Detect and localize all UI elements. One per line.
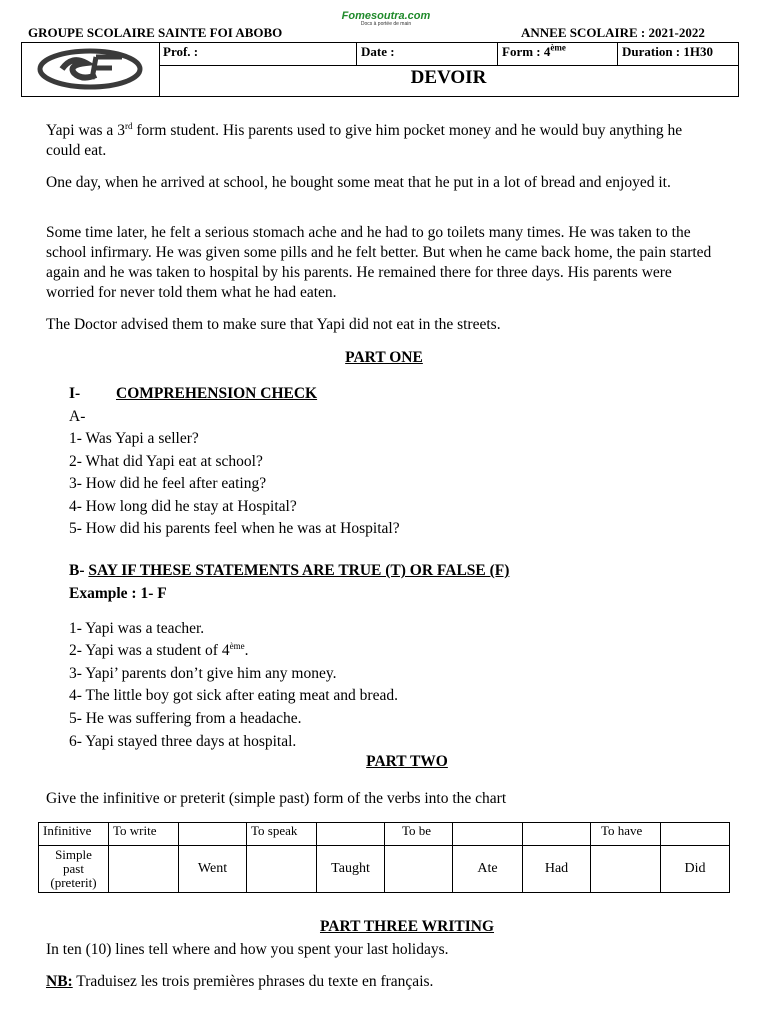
part-three-title: PART THREE WRITING xyxy=(319,918,495,935)
school-name: GROUPE SCOLAIRE SAINTE FOI ABOBO xyxy=(28,25,283,40)
table-cell xyxy=(317,823,385,846)
table-cell xyxy=(385,846,453,893)
part-a-label: A- xyxy=(69,408,86,425)
table-cell xyxy=(591,846,661,893)
nb-label: NB: xyxy=(46,973,73,990)
table-cell: To be xyxy=(385,823,453,846)
table-cell: Had xyxy=(523,846,591,893)
question-1: 1- Was Yapi a seller? xyxy=(69,430,199,447)
page-title: DEVOIR xyxy=(410,67,487,88)
table-cell: Went xyxy=(179,846,247,893)
part-two-instruction: Give the infinitive or preterit (simple past) form of the verbs into the chart xyxy=(46,790,507,807)
question-5: 5- How did his parents feel when he was at Hospital? xyxy=(69,520,400,537)
form-sup: ème xyxy=(550,42,566,53)
verb-chart-row-infinitive xyxy=(39,823,730,846)
watermark-name: Fomesoutra.com xyxy=(341,10,431,22)
duration-field: Duration : 1H30 xyxy=(622,44,713,59)
statement-6: 6- Yapi stayed three days at hospital. xyxy=(69,733,297,750)
form-field xyxy=(498,43,618,65)
prof-field: Prof. : xyxy=(159,43,357,65)
table-cell: To speak xyxy=(247,823,317,846)
watermark-tagline: Docs à portée de main xyxy=(360,21,412,27)
logo-text: GSF xyxy=(90,73,92,74)
label-line: Simple xyxy=(55,847,92,862)
paragraph-2: One day, when he arrived at school, he bought some meat that he put in a lot of bread and enjoyed it. xyxy=(46,174,671,191)
label-line: (preterit) xyxy=(50,875,97,890)
table-cell: To have xyxy=(591,823,661,846)
paragraph-1-sup: rd xyxy=(124,120,133,131)
table-cell xyxy=(247,846,317,893)
label-line: past xyxy=(63,861,84,876)
paragraph-4: The Doctor advised them to make sure that Yapi did not eat in the streets. xyxy=(46,316,501,333)
statement-2 xyxy=(69,641,248,661)
table-cell xyxy=(179,823,247,846)
paragraph-1-start: Yapi was a 3 xyxy=(46,122,125,139)
question-2: 2- What did Yapi eat at school? xyxy=(69,453,263,470)
paragraph-1-end: form student. His parents used to give him pocket money and he would buy anything he could eat. xyxy=(46,122,683,159)
form-label: Form : 4 xyxy=(502,44,551,59)
part-b-heading xyxy=(69,561,509,581)
verb-chart-row-preterit xyxy=(39,846,730,893)
part-one-title: PART ONE xyxy=(345,349,423,366)
school-logo xyxy=(22,43,160,96)
statement-3: 3- Yapi’ parents don’t give him any money. xyxy=(69,665,337,682)
nb-text: Traduisez les trois premières phrases du texte en français. xyxy=(72,973,434,990)
paragraph-1 xyxy=(46,121,718,161)
statement-2-end: . xyxy=(244,642,249,659)
part-b-title: SAY IF THESE STATEMENTS ARE TRUE (T) OR FALSE (F) xyxy=(88,562,510,579)
statement-4: 4- The little boy got sick after eating meat and bread. xyxy=(69,687,398,704)
example-line: Example : 1- F xyxy=(69,585,167,602)
section-1-number: I- xyxy=(69,385,81,402)
table-row-label xyxy=(39,846,109,893)
table-cell: Did xyxy=(661,846,730,893)
header-divider xyxy=(159,65,738,66)
statement-5: 5- He was suffering from a headache. xyxy=(69,710,302,727)
part-two-title: PART TWO xyxy=(366,753,448,770)
question-3: 3- How did he feel after eating? xyxy=(69,475,267,492)
date-field: Date : xyxy=(357,43,498,65)
question-4: 4- How long did he stay at Hospital? xyxy=(69,498,297,515)
watermark-logo xyxy=(334,10,438,27)
statement-2-text: 2- Yapi was a student of 4 xyxy=(69,642,230,659)
paragraph-3: Some time later, he felt a serious stomach ache and he had to go toilets many times. He was taken to the school infirmary. He was given some pills and he felt better. But when he came back home, the pain started again and he was taken to hospital by his parents. He remained there for three days. His parents were worried for never told them what he had eaten. xyxy=(46,224,712,301)
verb-chart xyxy=(38,822,730,893)
table-cell xyxy=(661,823,730,846)
table-cell: Taught xyxy=(317,846,385,893)
table-cell xyxy=(109,846,179,893)
table-cell xyxy=(453,823,523,846)
table-cell: Infinitive xyxy=(39,823,109,846)
table-cell: Ate xyxy=(453,846,523,893)
nb-note xyxy=(46,972,433,992)
statement-2-sup: ème xyxy=(229,640,245,651)
header-box xyxy=(21,42,739,97)
statement-1: 1- Yapi was a teacher. xyxy=(69,620,205,637)
part-three-instruction: In ten (10) lines tell where and how you spent your last holidays. xyxy=(46,941,449,958)
table-cell xyxy=(523,823,591,846)
table-cell: To write xyxy=(109,823,179,846)
school-year: ANNEE SCOLAIRE : 2021-2022 xyxy=(521,25,705,40)
part-b-label: B- xyxy=(69,562,89,579)
section-1-title: COMPREHENSION CHECK xyxy=(116,385,318,402)
